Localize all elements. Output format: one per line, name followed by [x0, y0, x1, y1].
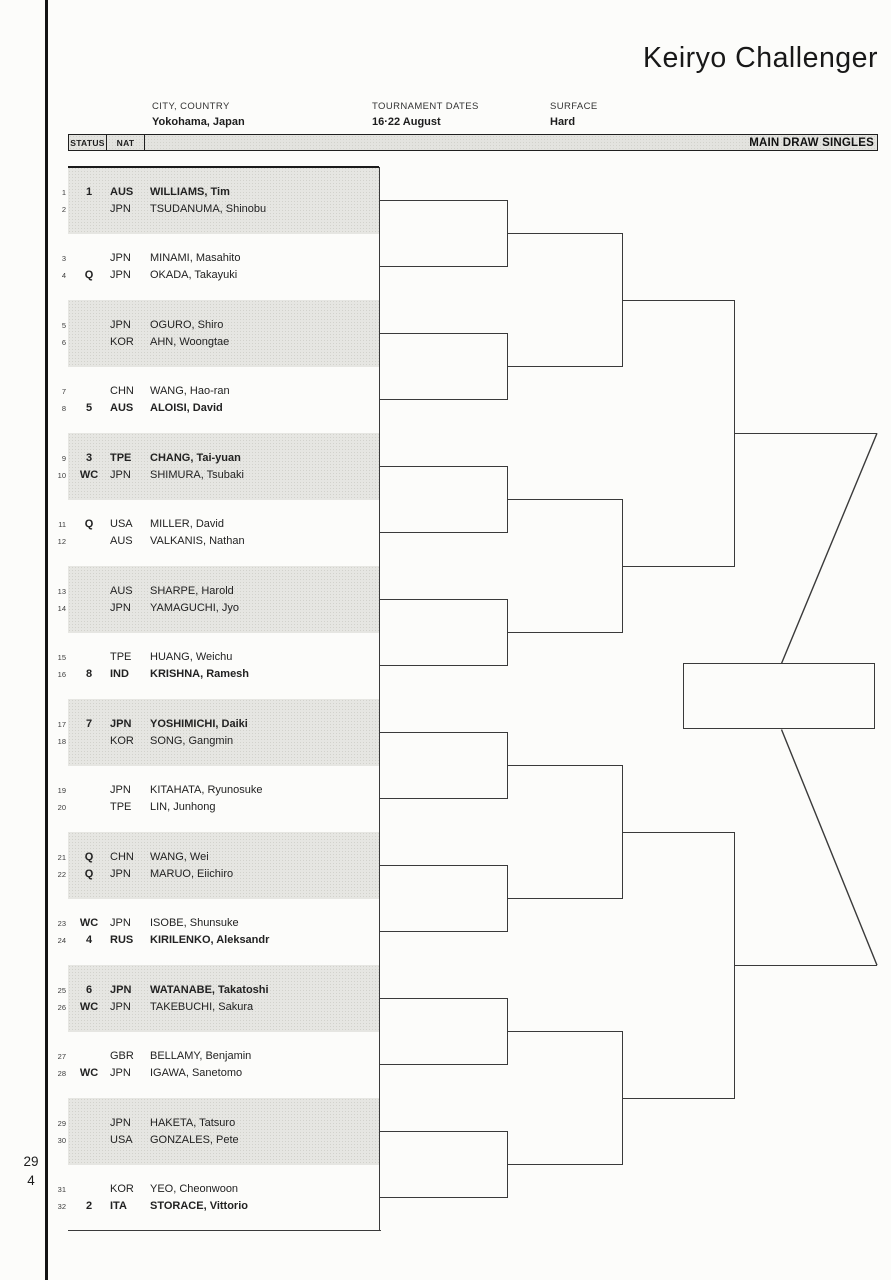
- player-row: [50, 982, 382, 999]
- player-row: [50, 1198, 382, 1215]
- row-number: 27: [57, 1052, 66, 1061]
- player-name-cell: KIRILENKO, Aleksandr: [150, 934, 270, 946]
- player-name-cell: SONG, Gangmin: [150, 734, 234, 747]
- row-number: 28: [57, 1069, 66, 1078]
- draw-top-border: [68, 166, 379, 168]
- nat-cell: JPN: [110, 468, 131, 481]
- player-name-cell: WANG, Hao-ran: [150, 385, 230, 397]
- row-number: 20: [57, 803, 66, 812]
- player-row: [50, 782, 382, 799]
- player-name-cell: IGAWA, Sanetomo: [150, 1067, 243, 1079]
- quarterfinal-line: [623, 832, 735, 833]
- player-name-cell: MARUO, Eiichiro: [150, 867, 234, 880]
- nat-cell: TPE: [110, 451, 132, 464]
- player-row: [50, 915, 382, 932]
- player-name-cell: YEO, Cheonwoon: [150, 1183, 239, 1195]
- nat-cell: RUS: [110, 934, 134, 946]
- nat-cell: TPE: [110, 801, 132, 813]
- player-row: [50, 1132, 382, 1149]
- top-final-diagonal: [782, 433, 878, 663]
- player-row: [50, 866, 382, 883]
- nat-cell: KOR: [110, 734, 134, 747]
- row-number: 16: [57, 670, 66, 679]
- player-row: [50, 467, 382, 484]
- row-number: 4: [61, 271, 66, 280]
- row-number: 32: [57, 1202, 66, 1211]
- row-number: 2: [61, 204, 66, 214]
- player-row: [50, 716, 382, 733]
- player-name-cell: ISOBE, Shunsuke: [150, 917, 239, 929]
- round2-match-line: [508, 632, 623, 633]
- status-cell: 3: [85, 451, 93, 464]
- player-name-cell: KRISHNA, Ramesh: [150, 668, 250, 680]
- nat-cell: ITA: [110, 1200, 127, 1212]
- tournament-dates-label: TOURNAMENT DATES: [372, 101, 479, 112]
- nat-cell: JPN: [110, 1000, 131, 1013]
- row-number: 13: [57, 586, 66, 596]
- player-row: [50, 666, 382, 683]
- tournament-dates-field: [372, 101, 479, 128]
- nat-cell: JPN: [110, 269, 131, 281]
- player-row: [50, 583, 382, 600]
- round1-match-line: [380, 266, 508, 267]
- nat-cell: JPN: [110, 318, 131, 331]
- surface-value: Hard: [550, 116, 576, 128]
- row-number: 10: [57, 470, 66, 480]
- names-column-right-edge: [379, 167, 380, 1231]
- player-row: [50, 383, 382, 400]
- player-row: [50, 849, 382, 866]
- player-row: [50, 334, 382, 351]
- page-number: 294: [23, 1154, 39, 1188]
- quarterfinal-line: [623, 566, 735, 567]
- row-number: 3: [61, 254, 66, 263]
- city-country-field: [152, 101, 245, 128]
- nat-cell: KOR: [110, 1183, 134, 1195]
- nat-cell: GBR: [110, 1050, 134, 1062]
- round1-match-line: [380, 399, 508, 400]
- row-number: 17: [57, 719, 66, 729]
- player-name-cell: LIN, Junhong: [150, 801, 216, 813]
- status-cell: 5: [85, 402, 93, 414]
- nat-cell: JPN: [110, 983, 132, 996]
- row-number: 23: [57, 919, 66, 928]
- round1-match-line: [380, 665, 508, 666]
- row-number: 18: [57, 736, 66, 746]
- nat-cell: JPN: [110, 717, 132, 730]
- champion-box: [683, 663, 875, 729]
- nat-cell: AUS: [110, 535, 133, 547]
- row-number: 7: [61, 387, 66, 396]
- row-number: 1: [61, 187, 66, 197]
- player-name-cell: BELLAMY, Benjamin: [150, 1050, 252, 1062]
- city-country-label: CITY, COUNTRY: [152, 101, 230, 112]
- player-name-cell: OGURO, Shiro: [150, 318, 224, 331]
- quarterfinal-line: [623, 1098, 735, 1099]
- round1-match-line: [380, 200, 508, 201]
- row-number: 25: [57, 985, 66, 995]
- row-number: 21: [57, 852, 66, 862]
- round1-match-line: [380, 998, 508, 999]
- nat-cell: USA: [110, 1133, 133, 1146]
- player-row: [50, 317, 382, 334]
- nat-cell: AUS: [110, 402, 134, 414]
- round2-match-line: [508, 1031, 623, 1032]
- status-cell: WC: [79, 468, 99, 481]
- round1-match-line: [380, 466, 508, 467]
- row-number: 29: [57, 1118, 66, 1128]
- player-row: [50, 600, 382, 617]
- nat-cell: AUS: [110, 185, 134, 198]
- player-name-cell: YOSHIMICHI, Daiki: [150, 717, 248, 730]
- round1-match-line: [380, 1064, 508, 1065]
- nat-cell: JPN: [110, 252, 131, 264]
- player-name-cell: AHN, Woongtae: [150, 335, 230, 348]
- player-row: [50, 201, 382, 218]
- round1-match-line: [380, 1131, 508, 1132]
- player-row: [50, 516, 382, 533]
- round1-match-line: [380, 865, 508, 866]
- quarterfinal-line: [623, 300, 735, 301]
- nat-cell: JPN: [110, 1067, 131, 1079]
- status-cell: WC: [79, 917, 99, 929]
- column-header-bar: [68, 134, 878, 151]
- row-number: 8: [61, 404, 66, 413]
- semifinal-line: [735, 965, 877, 966]
- player-row: [50, 250, 382, 267]
- player-name-cell: WILLIAMS, Tim: [150, 185, 230, 198]
- player-row: [50, 184, 382, 201]
- status-cell: Q: [84, 269, 94, 281]
- nat-cell: AUS: [110, 584, 133, 597]
- player-row: [50, 649, 382, 666]
- nat-cell: JPN: [110, 1116, 131, 1129]
- city-country-value: Yokohama, Japan: [152, 116, 245, 128]
- nat-cell: KOR: [110, 335, 134, 348]
- nat-cell: JPN: [110, 917, 131, 929]
- row-number: 15: [57, 653, 66, 662]
- player-name-cell: VALKANIS, Nathan: [150, 535, 245, 547]
- round1-match-line: [380, 532, 508, 533]
- player-row: [50, 1181, 382, 1198]
- player-row: [50, 1048, 382, 1065]
- tournament-title: Keiryo Challenger: [642, 42, 878, 74]
- row-number: 11: [58, 520, 66, 529]
- status-cell: Q: [84, 518, 94, 530]
- row-number: 24: [57, 936, 66, 945]
- status-column-header: STATUS: [69, 135, 107, 150]
- player-row: [50, 799, 382, 816]
- player-name-cell: TAKEBUCHI, Sakura: [150, 1000, 254, 1013]
- player-name-cell: MILLER, David: [150, 518, 224, 530]
- player-row: [50, 450, 382, 467]
- status-cell: 6: [85, 983, 93, 996]
- tournament-dates-value: 16·22 August: [372, 116, 441, 128]
- nat-column-header: NAT: [107, 135, 145, 150]
- player-name-cell: WANG, Wei: [150, 850, 209, 863]
- round2-match-line: [508, 898, 623, 899]
- player-name-cell: CHANG, Tai-yuan: [150, 451, 241, 464]
- status-cell: WC: [79, 1000, 99, 1013]
- header-bar-spacer: [145, 135, 749, 150]
- row-number: 6: [61, 337, 66, 347]
- draw-bottom-border: [68, 1230, 381, 1231]
- player-name-cell: HUANG, Weichu: [150, 651, 233, 663]
- status-cell: Q: [84, 850, 94, 863]
- status-cell: 4: [85, 934, 93, 946]
- player-row: [50, 400, 382, 417]
- nat-cell: JPN: [110, 867, 131, 880]
- round1-match-line: [380, 732, 508, 733]
- player-name-cell: SHIMURA, Tsubaki: [150, 468, 244, 481]
- row-number: 26: [57, 1002, 66, 1012]
- surface-label: SURFACE: [550, 101, 598, 112]
- player-row: [50, 999, 382, 1016]
- status-cell: WC: [79, 1067, 99, 1079]
- player-name-cell: WATANABE, Takatoshi: [150, 983, 269, 996]
- row-number: 22: [57, 869, 66, 879]
- page-left-border: [45, 0, 48, 1280]
- player-name-cell: HAKETA, Tatsuro: [150, 1116, 236, 1129]
- nat-cell: JPN: [110, 202, 131, 215]
- round1-match-line: [380, 333, 508, 334]
- round2-match-line: [508, 233, 623, 234]
- player-name-cell: ALOISI, David: [150, 402, 223, 414]
- round1-match-line: [380, 599, 508, 600]
- player-name-cell: SHARPE, Harold: [150, 584, 234, 597]
- player-name-cell: GONZALES, Pete: [150, 1133, 239, 1146]
- round1-match-line: [380, 931, 508, 932]
- nat-cell: CHN: [110, 385, 134, 397]
- player-name-cell: TSUDANUMA, Shinobu: [150, 202, 267, 215]
- row-number: 9: [61, 453, 66, 463]
- round2-match-line: [508, 499, 623, 500]
- round2-match-line: [508, 1164, 623, 1165]
- player-row: [50, 267, 382, 284]
- row-number: 5: [61, 320, 66, 330]
- player-name-cell: KITAHATA, Ryunosuke: [150, 784, 263, 796]
- player-name-cell: STORACE, Vittorio: [150, 1200, 248, 1212]
- round2-match-line: [508, 765, 623, 766]
- player-row: [50, 932, 382, 949]
- row-number: 19: [57, 786, 66, 795]
- nat-cell: TPE: [110, 651, 132, 663]
- row-number: 31: [57, 1185, 66, 1194]
- row-number: 12: [57, 537, 66, 546]
- nat-cell: IND: [110, 668, 129, 680]
- nat-cell: CHN: [110, 850, 134, 863]
- round1-match-line: [380, 798, 508, 799]
- main-draw-singles-label: MAIN DRAW SINGLES: [749, 136, 874, 149]
- status-cell: 1: [85, 185, 93, 198]
- status-cell: 8: [85, 668, 93, 680]
- nat-cell: USA: [110, 518, 133, 530]
- surface-field: [550, 101, 598, 128]
- player-row: [50, 1065, 382, 1082]
- round2-match-line: [508, 366, 623, 367]
- nat-cell: JPN: [110, 784, 131, 796]
- player-name-cell: YAMAGUCHI, Jyo: [150, 601, 240, 614]
- player-name-cell: OKADA, Takayuki: [150, 269, 238, 281]
- row-number: 30: [57, 1135, 66, 1145]
- status-cell: 7: [85, 717, 93, 730]
- player-name-cell: MINAMI, Masahito: [150, 252, 241, 264]
- bottom-final-diagonal: [782, 730, 878, 966]
- nat-cell: JPN: [110, 601, 131, 614]
- player-row: [50, 533, 382, 550]
- round1-match-line: [380, 1197, 508, 1198]
- player-row: [50, 1115, 382, 1132]
- status-cell: 2: [85, 1200, 93, 1212]
- row-number: 14: [57, 603, 66, 613]
- semifinal-line: [735, 433, 877, 434]
- player-row: [50, 733, 382, 750]
- status-cell: Q: [84, 867, 94, 880]
